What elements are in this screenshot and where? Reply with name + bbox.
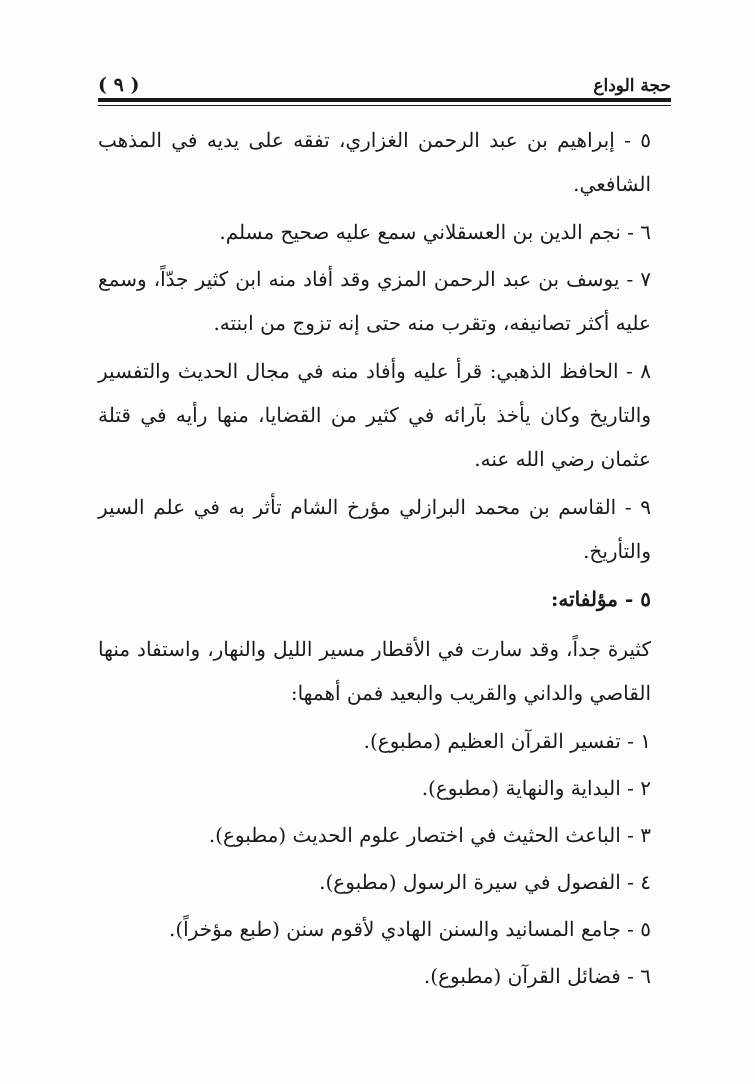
teacher-item: ٨ - الحافظ الذهبي: قرأ عليه وأفاد منه في مجال الحديث والتفسير والتاريخ وكان يأخذ بآرائه في كثير من القضايا، منها رأيه في قتلة عثمان رضي الله عنه. xyxy=(98,359,651,471)
work-item: ١ - تفسير القرآن العظيم (مطبوع). xyxy=(363,729,651,753)
work-item: ٤ - الفصول في سيرة الرسول (مطبوع). xyxy=(319,870,651,894)
header-rule-thick xyxy=(98,98,671,102)
teacher-item: ٦ - نجم الدين بن العسقلاني سمع عليه صحيح مسلم. xyxy=(219,220,651,244)
work-item: ٦ - فضائل القرآن (مطبوع). xyxy=(423,964,651,988)
teacher-item: ٩ - القاسم بن محمد البرازلي مؤرخ الشام تأثر به في علم السير والتأريخ. xyxy=(98,495,651,563)
work-item: ٣ - الباعث الحثيث في اختصار علوم الحديث (مطبوع). xyxy=(208,823,651,847)
page-body xyxy=(98,118,671,1001)
section-intro: كثيرة جداً، وقد سارت في الأقطار مسير الليل والنهار، واستفاد منها القاصي والداني والقريب والبعيد فمن أهمها: xyxy=(98,637,651,705)
teacher-item: ٧ - يوسف بن عبد الرحمن المزي وقد أفاد منه ابن كثير جدّاً، وسمع عليه أكثر تصانيفه، وتقرب منه حتى إنه تزوج من ابنته. xyxy=(98,267,651,335)
work-item: ٢ - البداية والنهاية (مطبوع). xyxy=(421,776,651,800)
page-number: ( ٩ ) xyxy=(98,74,140,96)
section-heading: ٥ - مؤلفاته: xyxy=(551,587,651,611)
header-rule-thin xyxy=(98,105,671,106)
teacher-item: ٥ - إبراهيم بن عبد الرحمن الغزاري، تفقه على يديه في المذهب الشافعي. xyxy=(98,128,651,196)
book-title: حجة الوداع xyxy=(593,76,671,96)
running-header xyxy=(98,66,671,96)
work-item: ٥ - جامع المسانيد والسنن الهادي لأقوم سنن (طبع مؤخراً). xyxy=(169,917,651,941)
